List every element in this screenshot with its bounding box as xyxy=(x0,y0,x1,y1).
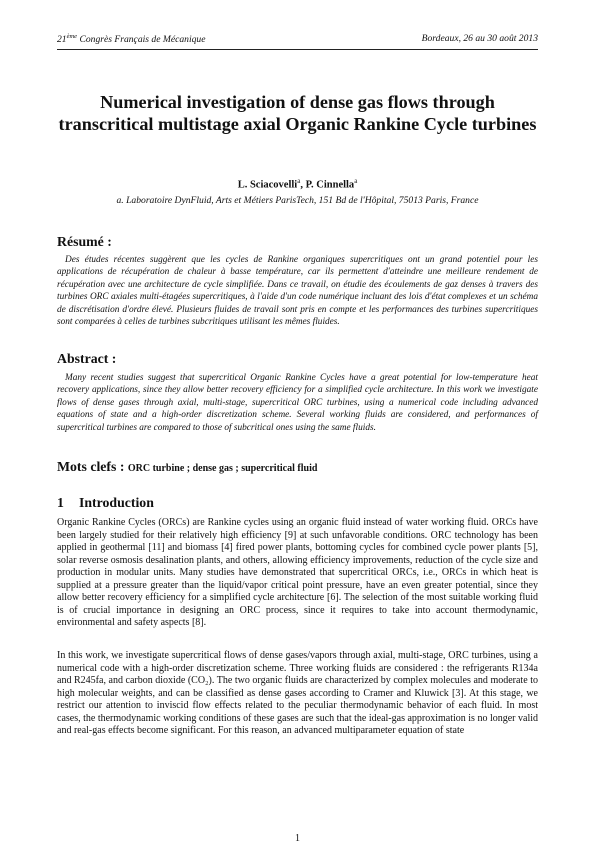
author-name: P. Cinnella xyxy=(305,179,355,191)
section-title: Introduction xyxy=(79,495,154,510)
page-number: 1 xyxy=(295,833,300,844)
conference-date: Bordeaux, 26 au 30 août 2013 xyxy=(421,33,538,44)
author-list: L. Sciacovelli$^a$, P. Cinnella$^a$ xyxy=(237,177,358,191)
resume-heading: Résumé : xyxy=(57,234,112,249)
section-number: 1 xyxy=(57,495,64,510)
introduction-paragraph-1: Organic Rankine Cycles (ORCs) are Rankine cycles using an organic fluid instead of water working fluid. ORCs have been largely studied for their relatively high efficiency [9] at such unfavorable conditions. ORC technology has been applied in geothermal [11] and biomass [4] fired power plants, bottoming cycles for combined cycle power plants [5], solar reverse osmosis desalination plants, and others, allowing efficiency improvements, reduction of the cycle size and production in modular units. Many studies have demonstrated that supercritical ORCs, i.e., ORCs in which heat is supplied at a pressure greater than the liquid/vapor critical point pressure, have an even greater potential, since they allow better recovery efficiency for a simplified cycle architecture [6]. The selection of the most suitable working fluid is of crucial importance in designing an ORC process, since it requires to take into account thermodynamic, environmental and safety aspects [8]. xyxy=(57,517,538,628)
abstract-heading: Abstract : xyxy=(57,351,117,366)
paper-title: Numerical investigation of dense gas flows through transcritical multistage axial Organic Rankine Cycle turbines xyxy=(58,92,537,134)
introduction-paragraph-2: In this work, we investigate supercritical flows of dense gases/vapors through axial, multi-stage, ORC turbines, using a numerical code with a high-order discretization scheme. Three working fluids are considered : the refrigerants R134a and R245fa, and carbon dioxide (CO₂). The two organic fluids are characterized by complex molecules and moderate to high molecular weights, and can be classified as dense gases according to Cramer and Kluwick [3]. At this stage, we restrict our attention to inviscid flow effects related to the peculiar thermodynamic behavior of each fluid. In most cases, the thermodynamic working conditions of these gases are such that the ideal-gas approximation is no longer valid and real-gas effects become significant. For this reason, an advanced multiparameter equation of state xyxy=(57,650,538,736)
conference-name: 21ème Congrès Français de Mécanique xyxy=(57,33,206,46)
keywords-values: ORC turbine ; dense gas ; supercritical fluid xyxy=(127,463,318,474)
keywords-label: Mots clefs : xyxy=(57,459,125,474)
keywords xyxy=(57,459,538,475)
section-heading-introduction xyxy=(57,495,154,511)
author-name: L. Sciacovelli xyxy=(237,179,298,191)
affiliation: a. Laboratoire DynFluid, Arts et Métiers ParisTech, 151 Bd de l'Hôpital, 75013 Paris, France xyxy=(116,195,479,206)
abstract-text: Many recent studies suggest that supercritical Organic Rankine Cycles have a great potential for low-temperature heat recovery applications, since they allow better recovery efficiency for a simplified cycle architecture. In this work we investigate flows of dense gases through axial, multi-stage, supercritical ORC turbines, using a numerical code including advanced equations of state and a high-order discretization scheme. Several working fluids are considered, and performances of supercritical turbines are compared to those of subcritical ones using the same fluids. xyxy=(57,373,538,433)
running-header xyxy=(57,33,538,50)
resume-text: Des études récentes suggèrent que les cycles de Rankine organiques supercritiques ont un grand potentiel pour les applications de récupération de chaleur à basse température, car ils permettent d'atteindre une meilleure rendement de récupération avec une architecture de cycle simplifiée. Dans ce travail, on étudie des écoulements de gaz denses à travers des turbines ORC axiales multi-étagées supercritiques, à l'aide d'un code numérique incluant des lois d'état complexes et un schéma de discrétisation d'ordre élevé. Plusieurs fluides de travail sont pris en compte et les performances des turbines supercritiques sont comparées à celles de turbines subcritiques utilisant les mêmes fluides. xyxy=(57,255,538,328)
